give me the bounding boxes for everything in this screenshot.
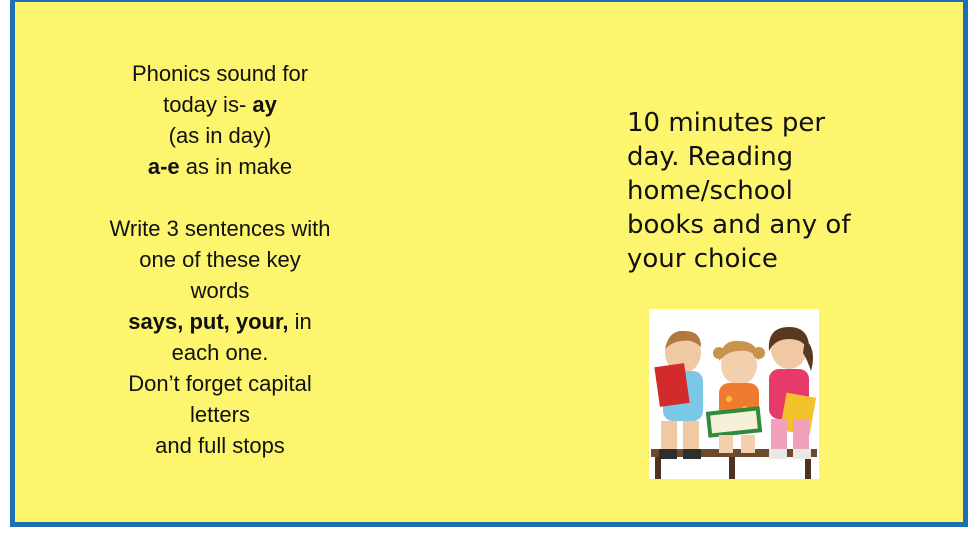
reading-line-5: your choice <box>627 244 778 274</box>
phonics-instructions <box>85 58 355 461</box>
writing-line-4-rest: in <box>288 309 312 334</box>
writing-line-7: letters <box>190 402 250 427</box>
phonics-line-4-rest: as in make <box>179 154 293 179</box>
writing-line-4 <box>85 306 355 337</box>
reading-line-1: 10 minutes per <box>627 108 826 138</box>
children-reading-illustration <box>649 309 819 479</box>
phonics-line-2 <box>85 89 355 120</box>
phonics-line-1: Phonics sound for <box>131 61 309 86</box>
phonics-line-3: (as in day) <box>168 123 272 148</box>
reading-instructions <box>627 106 927 276</box>
writing-line-3: words <box>190 278 250 303</box>
slide <box>10 0 968 527</box>
phonics-line-2-prefix: today is- <box>163 92 253 117</box>
spacer <box>85 182 355 213</box>
phonics-sound-ay: ay <box>252 92 277 117</box>
phonics-sound-a-e: a-e <box>147 154 180 179</box>
reading-line-4: books and any of <box>627 210 851 240</box>
writing-line-5: each one. <box>171 340 269 365</box>
writing-line-2: one of these key <box>139 247 301 272</box>
writing-line-8: and full stops <box>155 433 285 458</box>
phonics-line-4 <box>85 151 355 182</box>
key-words: says, put, your, <box>128 309 289 334</box>
reading-line-2: day. Reading <box>627 142 794 172</box>
writing-line-6: Don’t forget capital <box>128 371 312 396</box>
writing-line-1: Write 3 sentences with <box>109 216 331 241</box>
reading-line-3: home/school <box>627 176 793 206</box>
children-reading-books-picture <box>649 309 819 479</box>
